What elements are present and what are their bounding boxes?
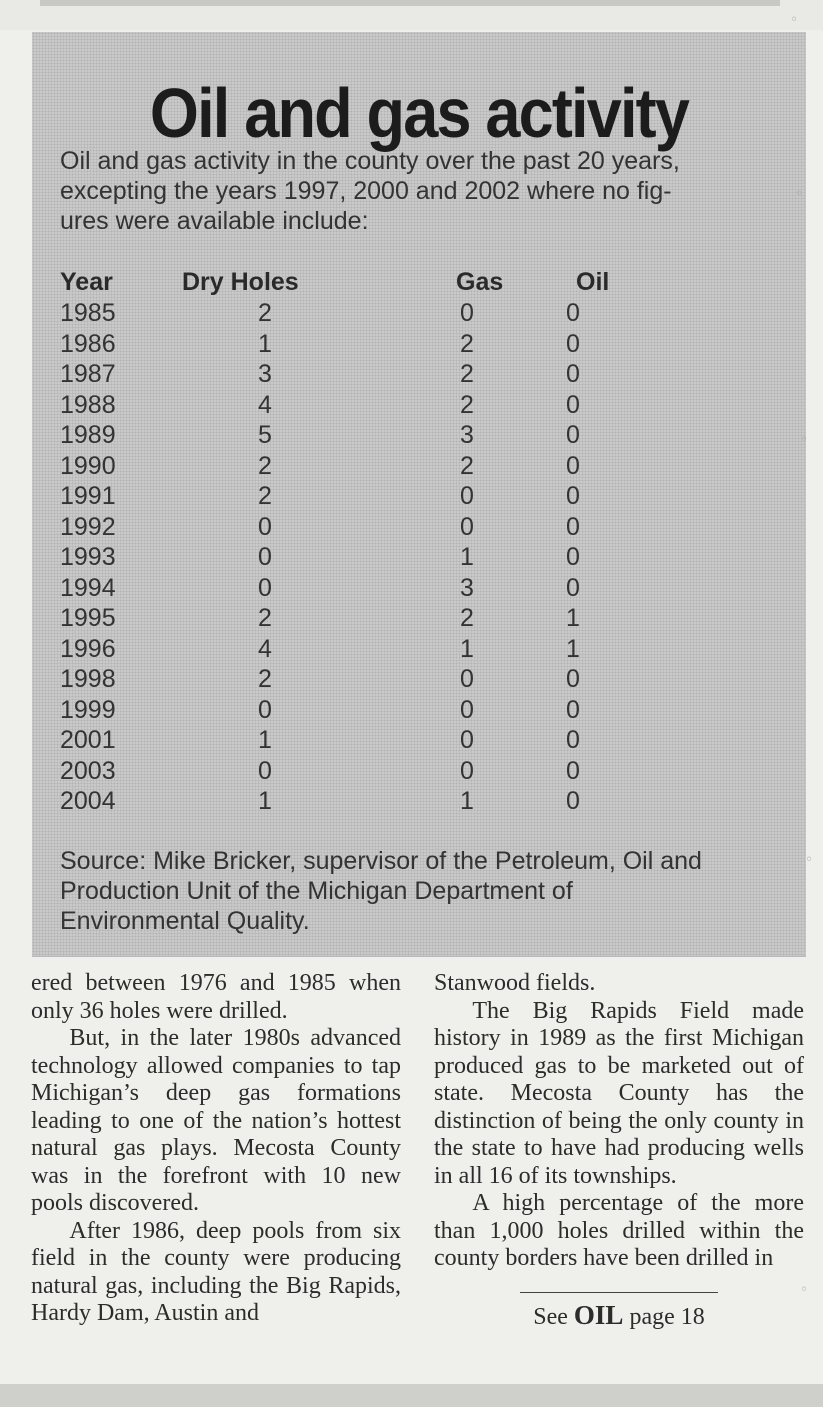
table-row bbox=[32, 390, 806, 420]
intro-text bbox=[60, 146, 790, 236]
jump-prefix: See bbox=[533, 1304, 574, 1330]
paragraph: Stanwood fields. bbox=[434, 970, 596, 996]
year-cell: 1991 bbox=[60, 482, 116, 510]
table-row bbox=[32, 451, 806, 481]
dry-holes-cell: 0 bbox=[258, 695, 272, 724]
table-row bbox=[32, 359, 806, 389]
gas-cell: 3 bbox=[460, 573, 474, 602]
oil-cell: 0 bbox=[566, 512, 580, 541]
dry-holes-cell: 0 bbox=[258, 573, 272, 602]
year-cell: 1990 bbox=[60, 451, 116, 480]
oil-cell: 0 bbox=[566, 695, 580, 724]
gas-cell: 0 bbox=[460, 512, 474, 541]
binder-hole-mark: ◦ bbox=[800, 1282, 809, 1298]
oil-cell: 0 bbox=[566, 756, 580, 785]
header-gas: Gas bbox=[456, 268, 504, 296]
year-cell: 1989 bbox=[60, 421, 116, 449]
oil-cell: 0 bbox=[566, 482, 580, 510]
table-row bbox=[32, 298, 806, 328]
year-cell: 1999 bbox=[60, 695, 116, 724]
table-row bbox=[32, 756, 806, 786]
binder-hole-mark: ◦ bbox=[805, 852, 814, 868]
year-cell: 1994 bbox=[60, 573, 116, 602]
gas-cell: 1 bbox=[460, 543, 474, 571]
dry-holes-cell: 0 bbox=[258, 512, 272, 541]
dry-holes-cell: 0 bbox=[258, 543, 272, 571]
year-cell: 1985 bbox=[60, 299, 116, 327]
paragraph: ered between 1976 and 1985 when only 36 holes were drilled. bbox=[31, 970, 401, 1024]
oil-cell: 0 bbox=[566, 543, 580, 571]
dry-holes-cell: 2 bbox=[258, 604, 272, 632]
gas-cell: 0 bbox=[460, 726, 474, 754]
table-row bbox=[32, 542, 806, 572]
dry-holes-cell: 2 bbox=[258, 482, 272, 510]
dry-holes-cell: 1 bbox=[258, 787, 272, 815]
source-line: Environmental Quality. bbox=[60, 907, 310, 935]
paragraph: After 1986, deep pools from six field in the county were producing natural gas, including the Big Rapids, Hardy Dam, Austin and bbox=[31, 1217, 401, 1326]
source-line: Production Unit of the Michigan Department of bbox=[60, 877, 573, 905]
sidebar-box bbox=[32, 32, 809, 957]
source-line: Source: Mike Bricker, supervisor of the Petroleum, Oil and bbox=[60, 847, 702, 875]
dry-holes-cell: 1 bbox=[258, 726, 272, 754]
table-row bbox=[32, 634, 806, 664]
gas-cell: 0 bbox=[460, 695, 474, 724]
dry-holes-cell: 4 bbox=[258, 390, 272, 419]
source-note bbox=[60, 846, 800, 936]
table-row bbox=[32, 481, 806, 511]
gas-cell: 1 bbox=[460, 787, 474, 815]
year-cell: 2001 bbox=[60, 726, 116, 754]
paragraph: A high percentage of the more than 1,000 holes drilled within the county borders have been drilled in bbox=[434, 1190, 804, 1271]
gas-cell: 0 bbox=[460, 482, 474, 510]
dry-holes-cell: 2 bbox=[258, 665, 272, 693]
oil-cell: 0 bbox=[566, 726, 580, 754]
article-column-right bbox=[434, 970, 804, 1273]
previous-article-fragment bbox=[40, 0, 780, 6]
oil-cell: 0 bbox=[566, 421, 580, 449]
bottom-edge bbox=[0, 1384, 823, 1407]
dry-holes-cell: 2 bbox=[258, 451, 272, 480]
gas-cell: 3 bbox=[460, 421, 474, 449]
intro-line: excepting the years 1997, 2000 and 2002 where no fig- bbox=[60, 177, 672, 205]
year-cell: 1998 bbox=[60, 665, 116, 693]
dry-holes-cell: 2 bbox=[258, 299, 272, 327]
gas-cell: 2 bbox=[460, 451, 474, 480]
oil-cell: 0 bbox=[566, 299, 580, 327]
table-row bbox=[32, 512, 806, 542]
oil-cell: 0 bbox=[566, 451, 580, 480]
dry-holes-cell: 5 bbox=[258, 421, 272, 449]
paragraph: But, in the later 1980s advanced technology allowed companies to tap Michigan’s deep gas formations leading to one of the nation’s hottest natural gas plays. Mecosta County was in the forefront with 10 new pools discovered. bbox=[31, 1025, 401, 1216]
table-row bbox=[32, 786, 806, 816]
jump-line bbox=[434, 1300, 804, 1331]
table-row bbox=[32, 420, 809, 450]
dry-holes-cell: 4 bbox=[258, 634, 272, 663]
article-column-left bbox=[31, 970, 401, 1328]
year-cell: 2003 bbox=[60, 756, 116, 785]
oil-cell: 0 bbox=[566, 360, 580, 388]
gas-cell: 1 bbox=[460, 634, 474, 663]
jump-rule bbox=[520, 1292, 718, 1293]
year-cell: 1995 bbox=[60, 604, 116, 632]
oil-cell: 1 bbox=[566, 634, 580, 663]
gas-cell: 0 bbox=[460, 665, 474, 693]
year-cell: 1988 bbox=[60, 390, 116, 419]
dry-holes-cell: 0 bbox=[258, 756, 272, 785]
gas-cell: 2 bbox=[460, 360, 474, 388]
year-cell: 1986 bbox=[60, 329, 116, 358]
year-cell: 1992 bbox=[60, 512, 116, 541]
gas-cell: 0 bbox=[460, 756, 474, 785]
table-row bbox=[32, 695, 806, 725]
year-cell: 2004 bbox=[60, 787, 116, 815]
headline: Oil and gas activity bbox=[149, 74, 689, 152]
top-edge bbox=[0, 0, 823, 30]
oil-cell: 0 bbox=[566, 787, 580, 815]
oil-cell: 0 bbox=[566, 573, 580, 602]
gas-cell: 2 bbox=[460, 604, 474, 632]
header-dry-holes: Dry Holes bbox=[182, 268, 299, 296]
gas-cell: 2 bbox=[460, 329, 474, 358]
dry-holes-cell: 3 bbox=[258, 360, 272, 388]
table-row bbox=[32, 603, 806, 633]
binder-hole-mark: ◦ bbox=[800, 432, 809, 448]
year-cell: 1996 bbox=[60, 634, 116, 663]
year-cell: 1987 bbox=[60, 360, 116, 388]
table-row bbox=[32, 664, 806, 694]
header-year: Year bbox=[60, 268, 113, 296]
intro-line: ures were available include: bbox=[60, 207, 369, 235]
gas-cell: 2 bbox=[460, 390, 474, 419]
dry-holes-cell: 1 bbox=[258, 329, 272, 358]
oil-cell: 0 bbox=[566, 329, 580, 358]
table-row bbox=[32, 329, 806, 359]
table-row bbox=[32, 725, 806, 755]
oil-cell: 0 bbox=[566, 665, 580, 693]
intro-line: Oil and gas activity in the county over the past 20 years, bbox=[60, 147, 680, 175]
oil-cell: 1 bbox=[566, 604, 580, 632]
binder-hole-mark: ◦ bbox=[790, 12, 799, 28]
table-row bbox=[32, 573, 806, 603]
jump-keyword: OIL bbox=[573, 1300, 624, 1330]
jump-suffix: page 18 bbox=[623, 1304, 705, 1330]
oil-cell: 0 bbox=[566, 390, 580, 419]
header-oil: Oil bbox=[576, 268, 610, 296]
gas-cell: 0 bbox=[460, 299, 474, 327]
year-cell: 1993 bbox=[60, 543, 116, 571]
binder-hole-mark: ◦ bbox=[795, 186, 804, 202]
paragraph: The Big Rapids Field made history in 1989 as the first Michigan produced gas to be marketed out of state. Mecosta County has the distinction of being the only county in the state to have had producing wells in all 16 of its townships. bbox=[434, 997, 804, 1189]
